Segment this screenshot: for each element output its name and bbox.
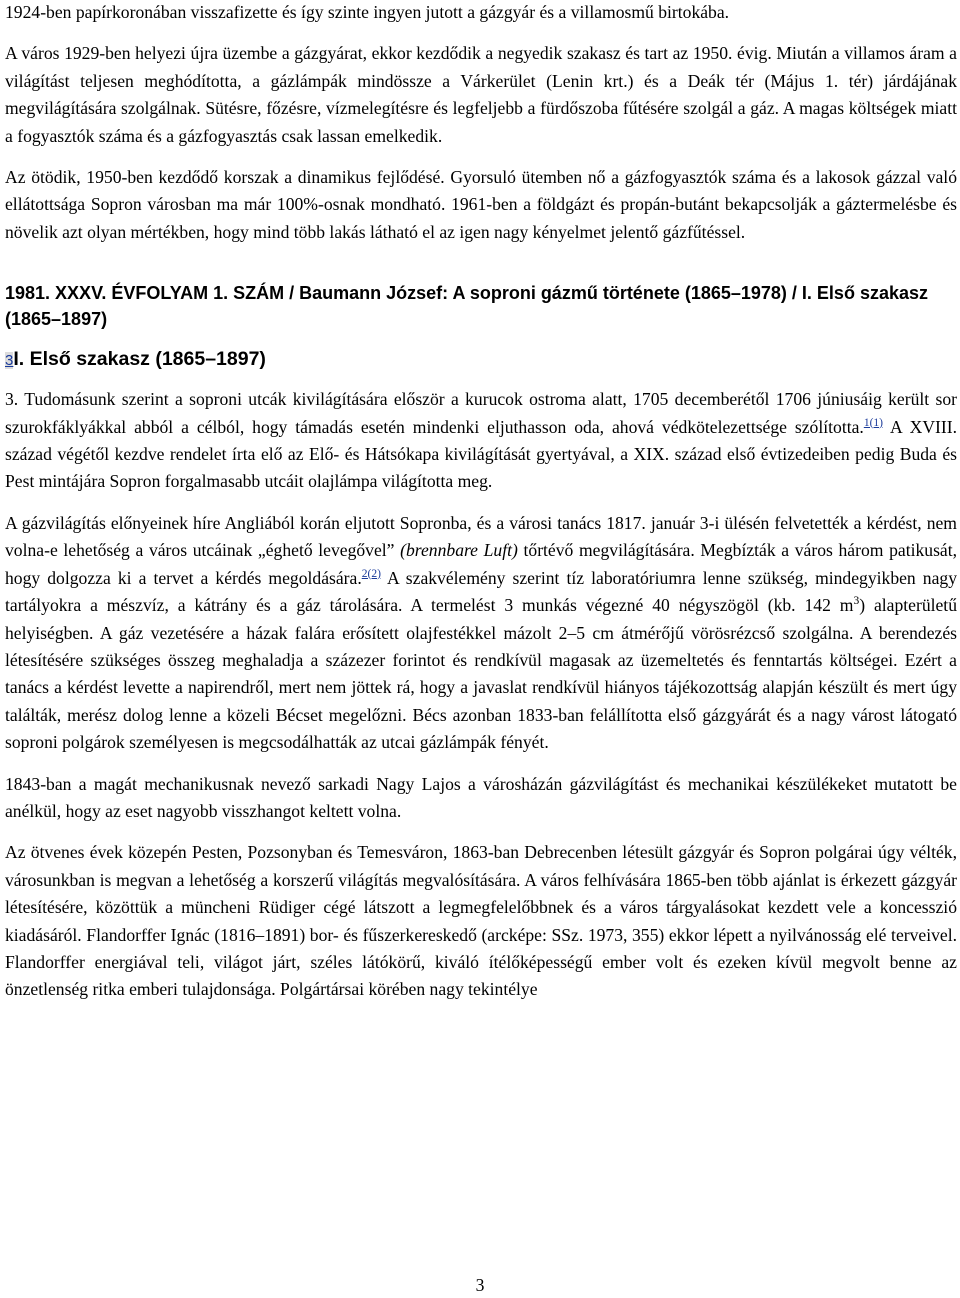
page-number: 3 (475, 1275, 485, 1295)
paragraph-text: A gázvilágítás előnyeinek híre Angliából korán eljutott Sopronba, és a városi tanács 1817. január 3-i ülésén felvetették a kérdést, nem volna-e lehetőség a város utcáinak „éghető levegővel” (5, 512, 957, 561)
paragraph-text: A XVIII. század végétől kezdve rendelet írta elő az Elő- és Hátsókapa kivilágítását gyertyával, a XIX. század első évtizedeiben pedig Buda és Pest mintájára Sopron forgalmasabb utcáit olajlámpa világította meg. (5, 416, 958, 492)
paragraph-1843: 1843-ban a magát mechanikusnak nevező sarkadi Nagy Lajos a városházán gázvilágítást és mechanikai készülékeket mutatott be anélkül, hogy az eset nagyobb visszhangot keltett volna. (5, 773, 957, 821)
italic-term: (brennbare Luft) (400, 540, 518, 561)
paragraph-1924: 1924-ben papírkoronában visszafizette és így szinte ingyen jutott a gázgyár és a villamosmű birtokába. (5, 2, 730, 22)
page-anchor-link[interactable]: 3 (5, 352, 14, 370)
section-heading (5, 346, 957, 374)
paragraph-gas-lighting-1817 (5, 510, 957, 757)
paragraph-fifties: Az ötvenes évek közepén Pesten, Pozsonyban és Temesváron, 1863-ban Debrecenben létesült gázgyár és Sopron polgárai úgy vélték, városunkban is megvan a lehetőség a korszerű világítás megvalósítására. A város felhívására 1865-ben több ajánlat is érkezett gázgyár létesítésére, közöttük a müncheni Rüdiger cégé látszott a legmegfelelőbbnek és a város tárgyalásokat kezdett vele a koncesszió kiadásáról. Flandorffer Ignác (1816–1891) bor- és fűszerkereskedő (arcképe: SSz. 1973, 355) ekkor lépett a nyilvánosság elé terveivel. Flandorffer energiával teli, világot járt, széles látókörű, kiváló ítélőképességű ember volt és ezeken kívül megvolt benne az önzetlenség ritka emberi tulajdonsága. Polgártársai körében nagy tekintélye (5, 842, 957, 1000)
paragraph-text: tőrtévő megvilágítására. Megbízták a város három patikusát, hogy dolgozza ki a tervet a kérdés megoldására. (5, 540, 958, 588)
paragraph-3-lighting-history (5, 386, 957, 496)
paragraph-text: ) alapterületű helyiségben. A gáz vezetésére a házak falára erősített olajfestékkel mázolt 2–5 cm átmérőjű vörösrézcső szolgálna. A berendezés létesítésére szükséges összeg meghaladja a százezer forintot és rendkívül magasak az üzemeltetés és fenntartás költségei. Ezért a tanács a kérdést levette a napirendről, mert nem jöttek rá, hogy a javaslat rendkívül hiányos tájékozottság alapján készült és mert úgy találták, merész dolog lenne a közeli Bécset megelőzni. Bécs azonban 1833-ban felállította első gázgyárát és a nagy várost látogató soproni polgárok személyesen is megcsodálhatták az utcai gázlámpák fényét. (5, 595, 957, 753)
footnote-link-1[interactable]: 1(1) (863, 416, 883, 429)
section-title: I. Első szakasz (1865–1897) (13, 348, 266, 371)
article-heading: 1981. XXXV. ÉVFOLYAM 1. SZÁM / Baumann József: A soproni gázmű története (1865–1978) / I. Első szakasz (1865–1897) (5, 283, 928, 330)
paragraph-text: 3. Tudomásunk szerint a soproni utcák kivilágítására először a kurucok ostroma alatt, 1705 decemberétől 1706 júniusáig került sor szurokfáklyákkal abból a célból, hogy támadás esetén mindenki eljuthasson oda, ahová védkötelezettsége szólította. (5, 389, 957, 437)
paragraph-text: A szakvélemény szerint tíz laboratóriumra lenne szükség, mindegyikben nagy tartályokra a mészvíz, a kátrány és a gáz tárolására. A termelést 3 munkás végezné 40 négyszögöl (kb. 142 m (5, 567, 957, 616)
paragraph-1929: A város 1929-ben helyezi újra üzembe a gázgyárat, ekkor kezdődik a negyedik szakasz és tart az 1950. évig. Miután a villamos áram a világítást teljesen meghódította, a gázlámpák mindössze a Várkerület (Lenin krt.) és a Deák tér (Május 1. tér) járdájának megvilágítására szolgálnak. Sütésre, főzésre, vízmelegítésre és legfeljebb a fürdőszoba fűtésére szolgál a gáz. A magas költségek miatt a fogyasztók száma és a gázfogyasztás csak lassan emelkedik. (5, 43, 957, 146)
paragraph-1950: Az ötödik, 1950-ben kezdődő korszak a dinamikus fejlődésé. Gyorsuló ütemben nő a gázfogyasztók száma és a lakosok gázzal való ellátottsága Sopron városban ma már 100%-osnak mondható. 1961-ben a földgázt és propán-butánt bekapcsolják a gáztermelésbe és növelik azt olyan mértékben, hogy mind több lakás látható el az igen nagy kényelmet jelentő gázfűtéssel. (5, 167, 957, 242)
superscript-3: 3 (853, 595, 860, 608)
footnote-link-2[interactable]: 2(2) (361, 567, 381, 580)
